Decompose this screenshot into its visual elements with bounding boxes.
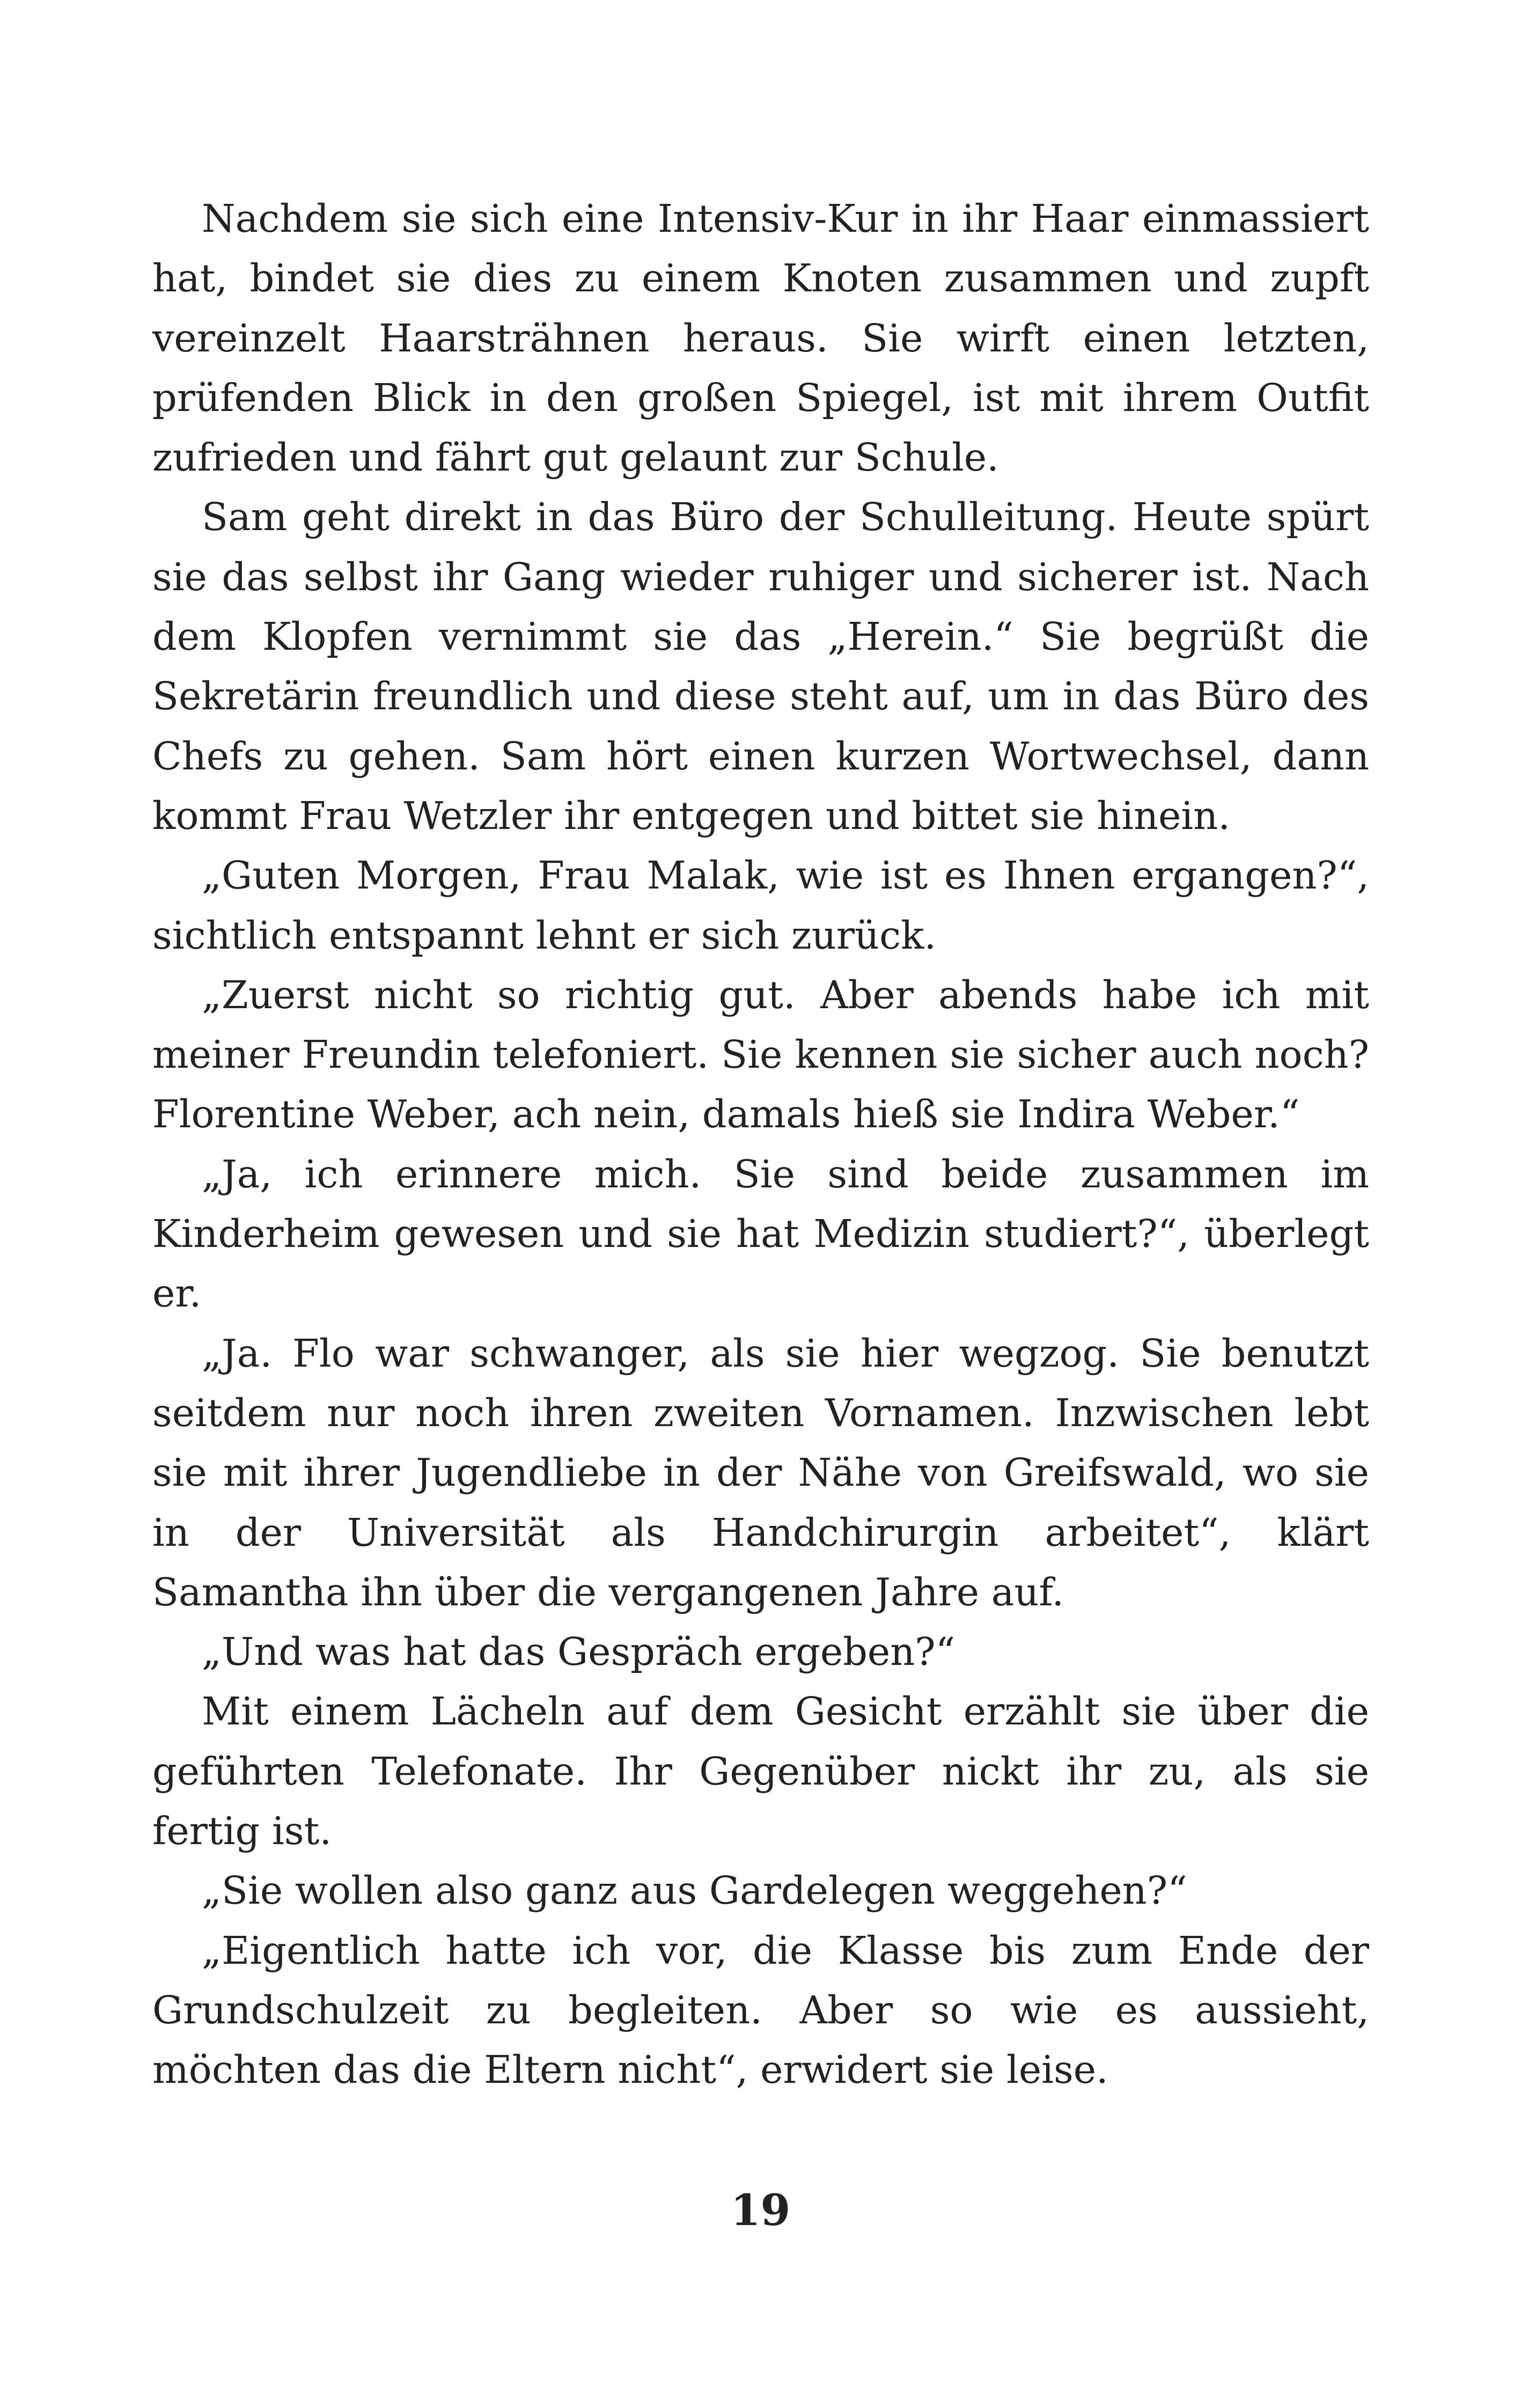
paragraph: Mit einem Lächeln auf dem Gesicht erzählt sie über die geführten Telefonate. Ihr Gegenüber nickt ihr zu, als sie fertig ist. xyxy=(152,1689,1369,1854)
paragraph: „Sie wollen also ganz aus Gardelegen weggehen?“ xyxy=(202,1868,1187,1913)
body-text xyxy=(152,189,1369,2100)
paragraph: „Und was hat das Gespräch ergeben?“ xyxy=(202,1629,956,1675)
paragraph: „Eigentlich hatte ich vor, die Klasse bis zum Ende der Grundschulzeit zu begleiten. Aber so wie es aussieht, möchten das die Eltern nicht“, erwidert sie leise. xyxy=(152,1928,1369,2093)
paragraph: „Guten Morgen, Frau Malak, wie ist es Ihnen ergangen?“, sichtlich entspannt lehnt er sich zurück. xyxy=(152,853,1369,958)
page-number: 19 xyxy=(730,2185,791,2235)
paragraph: „Ja. Flo war schwanger, als sie hier wegzog. Sie benutzt seitdem nur noch ihren zweiten Vornamen. Inzwischen lebt sie mit ihrer Jugendliebe in der Nähe von Greifswald, wo sie in der Universität als Handchirurgin arbeitet“, klärt Samantha ihn über die vergangenen Jahre auf. xyxy=(152,1331,1369,1614)
paragraph: „Zuerst nicht so richtig gut. Aber abends habe ich mit meiner Freundin telefoniert. Sie kennen sie sicher auch noch? Florentine Weber, ach nein, damals hieß sie Indira Weber.“ xyxy=(152,972,1369,1137)
paragraph: Nachdem sie sich eine Intensiv-Kur in ihr Haar einmassiert hat, bindet sie dies zu einem Knoten zusammen und zupft vereinzelt Haarsträhnen heraus. Sie wirft einen letzten, prüfenden Blick in den großen Spiegel, ist mit ihrem Outfit zufrieden und fährt gut gelaunt zur Schule. xyxy=(152,196,1369,480)
paragraph: Sam geht direkt in das Büro der Schulleitung. Heute spürt sie das selbst ihr Gang wieder ruhiger und sicherer ist. Nach dem Klopfen vernimmt sie das „Herein.“ Sie begrüßt die Sekretärin freundlich und diese steht auf, um in das Büro des Chefs zu gehen. Sam hört einen kurzen Wortwechsel, dann kommt Frau Wetzler ihr entgegen und bittet sie hinein. xyxy=(152,495,1369,838)
paragraph: „Ja, ich erinnere mich. Sie sind beide zusammen im Kinderheim gewesen und sie hat Medizin studiert?“, überlegt er. xyxy=(152,1151,1369,1316)
